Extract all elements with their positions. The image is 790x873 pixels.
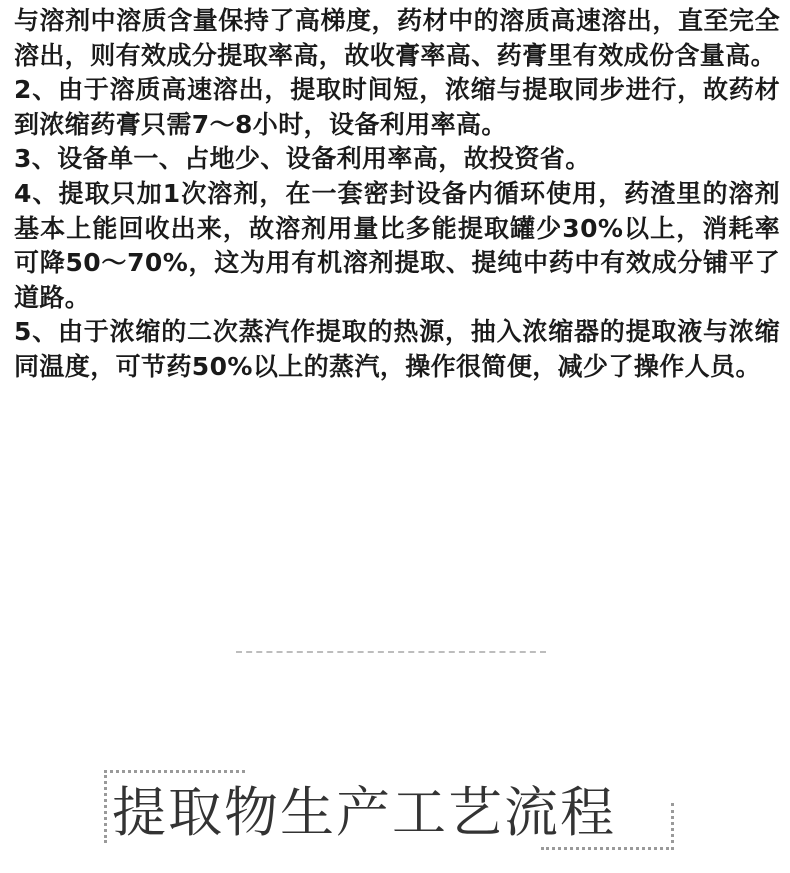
paragraph-advantage-4: 4、提取只加1次溶剂，在一套密封设备内循环使用，药渣里的溶剂基本上能回收出来，故溶剂用量比多能提取罐少30%以上，消耗率可降50～70%，这为用有机溶剂提取、提纯中药中有效成分铺平了道路。	[14, 178, 780, 312]
paragraph-advantage-2: 2、由于溶质高速溶出，提取时间短，浓缩与提取同步进行，故药材到浓缩药膏只需7～8小时，设备利用率高。	[14, 75, 780, 139]
paragraph-advantage-3: 3、设备单一、占地少、设备利用率高，故投资省。	[14, 144, 591, 174]
article-body	[14, 4, 780, 385]
dashed-divider	[236, 651, 546, 653]
section-heading	[104, 770, 674, 850]
paragraph-advantage-5: 5、由于浓缩的二次蒸汽作提取的热源，抽入浓缩器的提取液与浓缩同温度，可节药50%以上的蒸汽，操作很简便，减少了操作人员。	[14, 317, 780, 381]
section-title: 提取物生产工艺流程	[112, 781, 616, 844]
paragraph-advantage-1-continued: 与溶剂中溶质含量保持了高梯度，药材中的溶质高速溶出，直至完全溶出，则有效成分提取率高，故收膏率高、药膏里有效成份含量高。	[14, 6, 780, 70]
